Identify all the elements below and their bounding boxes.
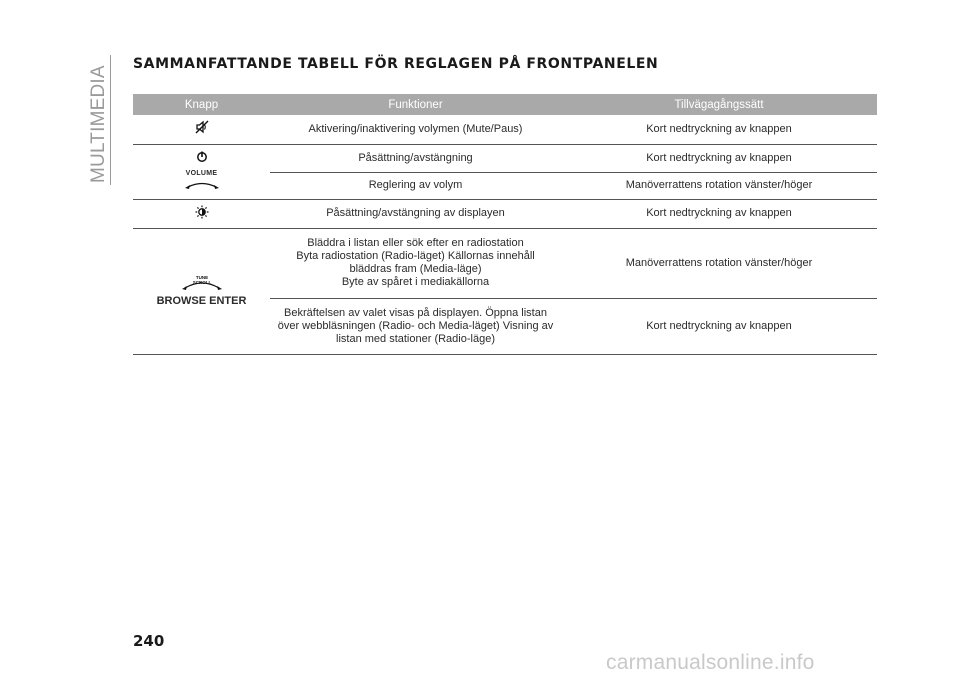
rotation-arrows-icon [182, 180, 222, 193]
function-cell [270, 298, 561, 354]
display-brightness-icon [195, 205, 209, 223]
table-row [133, 115, 877, 144]
section-label-text: MULTIMEDIA [88, 65, 109, 183]
volume-label: VOLUME [185, 170, 218, 177]
function-cell: Påsättning/avstängning [270, 144, 561, 172]
controls-table [133, 94, 877, 355]
key-cell [133, 144, 270, 199]
function-line: Byta radiostation (Radio-läget) Källornas innehåll [296, 250, 535, 262]
table-header-row [133, 94, 877, 115]
method-cell: Manöverrattens rotation vänster/höger [561, 228, 877, 298]
table-row [133, 144, 877, 172]
function-line: Bekräftelsen av valet visas på displayen. Öppna listan [284, 306, 547, 319]
function-cell: Reglering av volym [270, 172, 561, 199]
method-cell: Manöverrattens rotation vänster/höger [561, 172, 877, 199]
key-cell [133, 199, 270, 228]
key-cell [133, 228, 270, 354]
mute-icon [195, 120, 209, 138]
function-cell: Påsättning/avstängning av displayen [270, 199, 561, 228]
method-cell: Kort nedtryckning av knappen [561, 144, 877, 172]
function-line: över webbläsningen (Radio- och Media-läget) Visning av [277, 319, 554, 332]
table-row [133, 228, 877, 298]
function-line: Byte av spåret i mediakällorna [341, 276, 490, 288]
function-line: Bläddra i listan eller sök efter en radiostation [307, 237, 524, 249]
volume-knob-icon [182, 150, 222, 168]
method-cell: Kort nedtryckning av knappen [561, 199, 877, 228]
page-title: SAMMANFATTANDE TABELL FÖR REGLAGEN PÅ FRONTPANELEN [133, 56, 659, 72]
watermark: carmanualsonline.info [606, 651, 815, 674]
table-row [133, 199, 877, 228]
browse-knob-icon [177, 273, 227, 294]
method-cell: Kort nedtryckning av knappen [561, 298, 877, 354]
browse-enter-label: BROWSE ENTER [156, 294, 247, 307]
header-tillvagagangssatt: Tillvägagångssätt [561, 94, 877, 115]
section-divider [110, 55, 111, 185]
page-number: 240 [133, 632, 165, 650]
function-cell [270, 228, 561, 298]
section-label [84, 55, 110, 185]
function-line: listan med stationer (Radio-läge) [336, 332, 495, 345]
svg-text:TUNE: TUNE [195, 274, 208, 280]
key-cell [133, 115, 270, 144]
method-cell: Kort nedtryckning av knappen [561, 115, 877, 144]
function-line: bläddras fram (Media-läge) [349, 263, 482, 275]
header-knapp: Knapp [133, 94, 270, 115]
header-funktioner: Funktioner [270, 94, 561, 115]
svg-text:SCROLL: SCROLL [192, 279, 211, 285]
function-cell: Aktivering/inaktivering volymen (Mute/Paus) [270, 115, 561, 144]
